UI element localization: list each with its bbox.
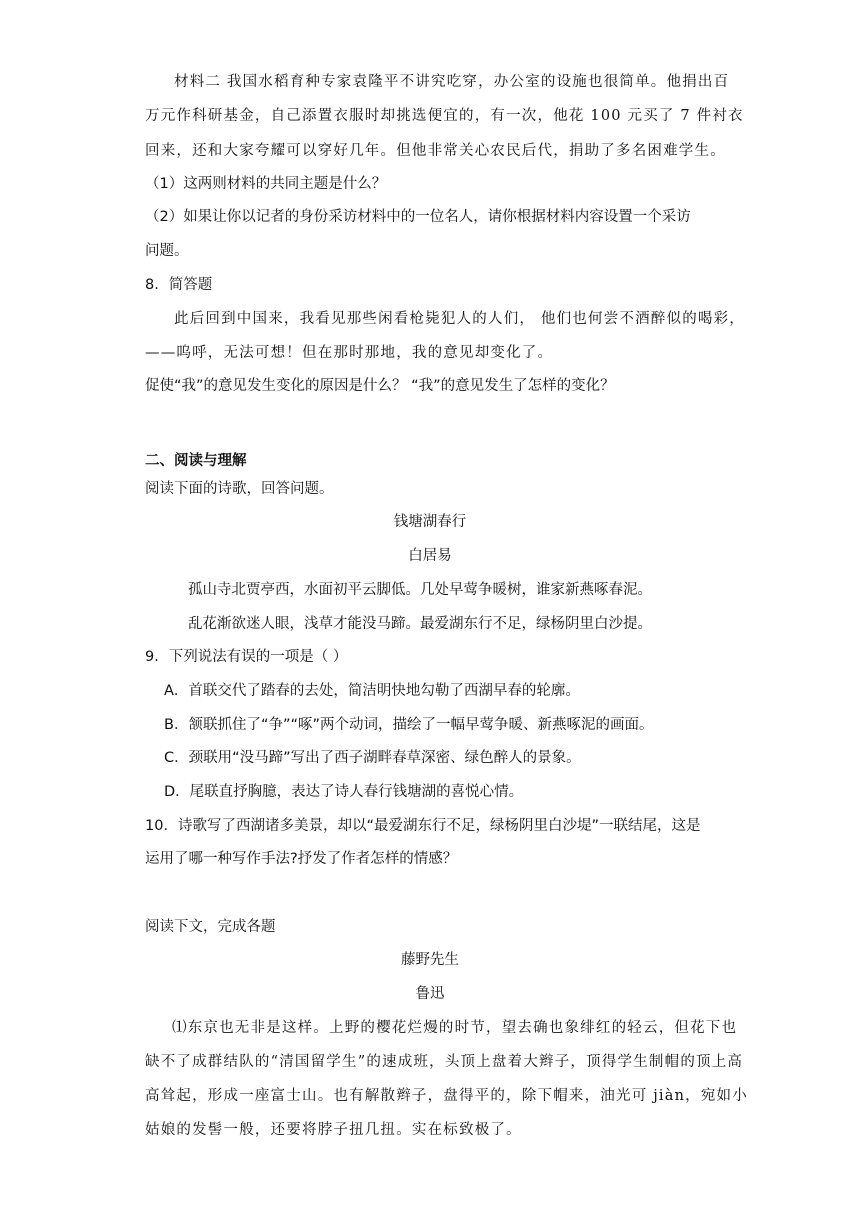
- material2-line-2: 万元作科研基金，自己添置衣服时却挑选便宜的，有一次，他花 100 元买了 7 件衬衣: [145, 108, 744, 124]
- poem-intro: 阅读下面的诗歌，回答问题。: [145, 481, 334, 497]
- q10-line-2: 运用了哪一种写作手法?抒发了作者怎样的情感？: [145, 851, 458, 867]
- q9-option-a[interactable]: A．首联交代了踏春的去处，简洁明快地勾勒了西湖早春的轮廓。: [164, 683, 580, 699]
- q7-sub2-line-1: （2）如果让你以记者的身份采访材料中的一位名人，请你根据材料内容设置一个采访: [145, 209, 691, 225]
- q9-option-b[interactable]: B．颔联抓住了“争”“啄”两个动词，描绘了一幅早莺争暖、新燕啄泥的画面。: [164, 717, 654, 733]
- article-para-line-3: 高耸起，形成一座富士山。也有解散辫子，盘得平的，除下帽来，油光可 jiàn，宛如小: [145, 1088, 748, 1104]
- material2-line-3: 回来，还和大家夸耀可以穿好几年。但他非常关心农民后代，捐助了多名困难学生。: [145, 143, 726, 159]
- q8-quote-line-1: 此后回到中国来，我看见那些闲看枪毙犯人的人们， 他们也何尝不酒醉似的喝彩，: [174, 311, 746, 327]
- q8-quote-line-2: ——呜呼，无法可想！但在那时那地，我的意见却变化了。: [145, 345, 554, 361]
- material2-line-1: 材料二 我国水稻育种专家袁隆平不讲究吃穿，办公室的设施也很简单。他捐出百: [174, 74, 730, 90]
- article-para-line-1: ⑴东京也无非是这样。上野的樱花烂熳的时节，望去确也象绯红的轻云，但花下也: [172, 1020, 738, 1036]
- poem-title: 钱塘湖春行: [393, 514, 467, 530]
- q7-sub2-line-2: 问题。: [145, 243, 189, 259]
- q8-question: 促使“我”的意见发生变化的原因是什么？ “我”的意见发生了怎样的变化？: [145, 378, 615, 394]
- q9-option-d[interactable]: D．尾联直抒胸臆，表达了诗人春行钱塘湖的喜悦心情。: [164, 784, 524, 800]
- article-para-line-4: 姑娘的发髻一般，还要将脖子扭几扭。实在标致极了。: [145, 1122, 522, 1138]
- q7-sub1: （1）这两则材料的共同主题是什么？: [145, 176, 387, 192]
- article-author: 鲁迅: [415, 986, 445, 1002]
- poem-line-2: 乱花渐欲迷人眼，浅草才能没马蹄。最爱湖东行不足，绿杨阴里白沙提。: [188, 616, 652, 632]
- article-para-line-2: 缺不了成群结队的“清国留学生”的速成班，头顶上盘着大辫子，顶得学生制帽的顶上高: [145, 1054, 744, 1070]
- q10-line-1: 10．诗歌写了西湖诸多美景，却以“最爱湖东行不足，绿杨阴里白沙堤”一联结尾，这是: [145, 818, 701, 834]
- poem-author: 白居易: [408, 548, 452, 564]
- article-title: 藤野先生: [401, 952, 459, 968]
- q8-title: 8．简答题: [145, 277, 213, 293]
- section-title: 二、阅读与理解: [145, 453, 247, 469]
- poem-line-1: 孤山寺北贾亭西，水面初平云脚低。几处早莺争暖树，谁家新燕啄春泥。: [188, 582, 652, 598]
- reading-intro: 阅读下文，完成各题: [145, 919, 276, 935]
- q9-stem: 9．下列说法有误的一项是（ ）: [145, 649, 348, 665]
- q9-option-c[interactable]: C．颈联用“没马蹄”写出了西子湖畔春草深密、绿色醉人的景象。: [164, 750, 581, 766]
